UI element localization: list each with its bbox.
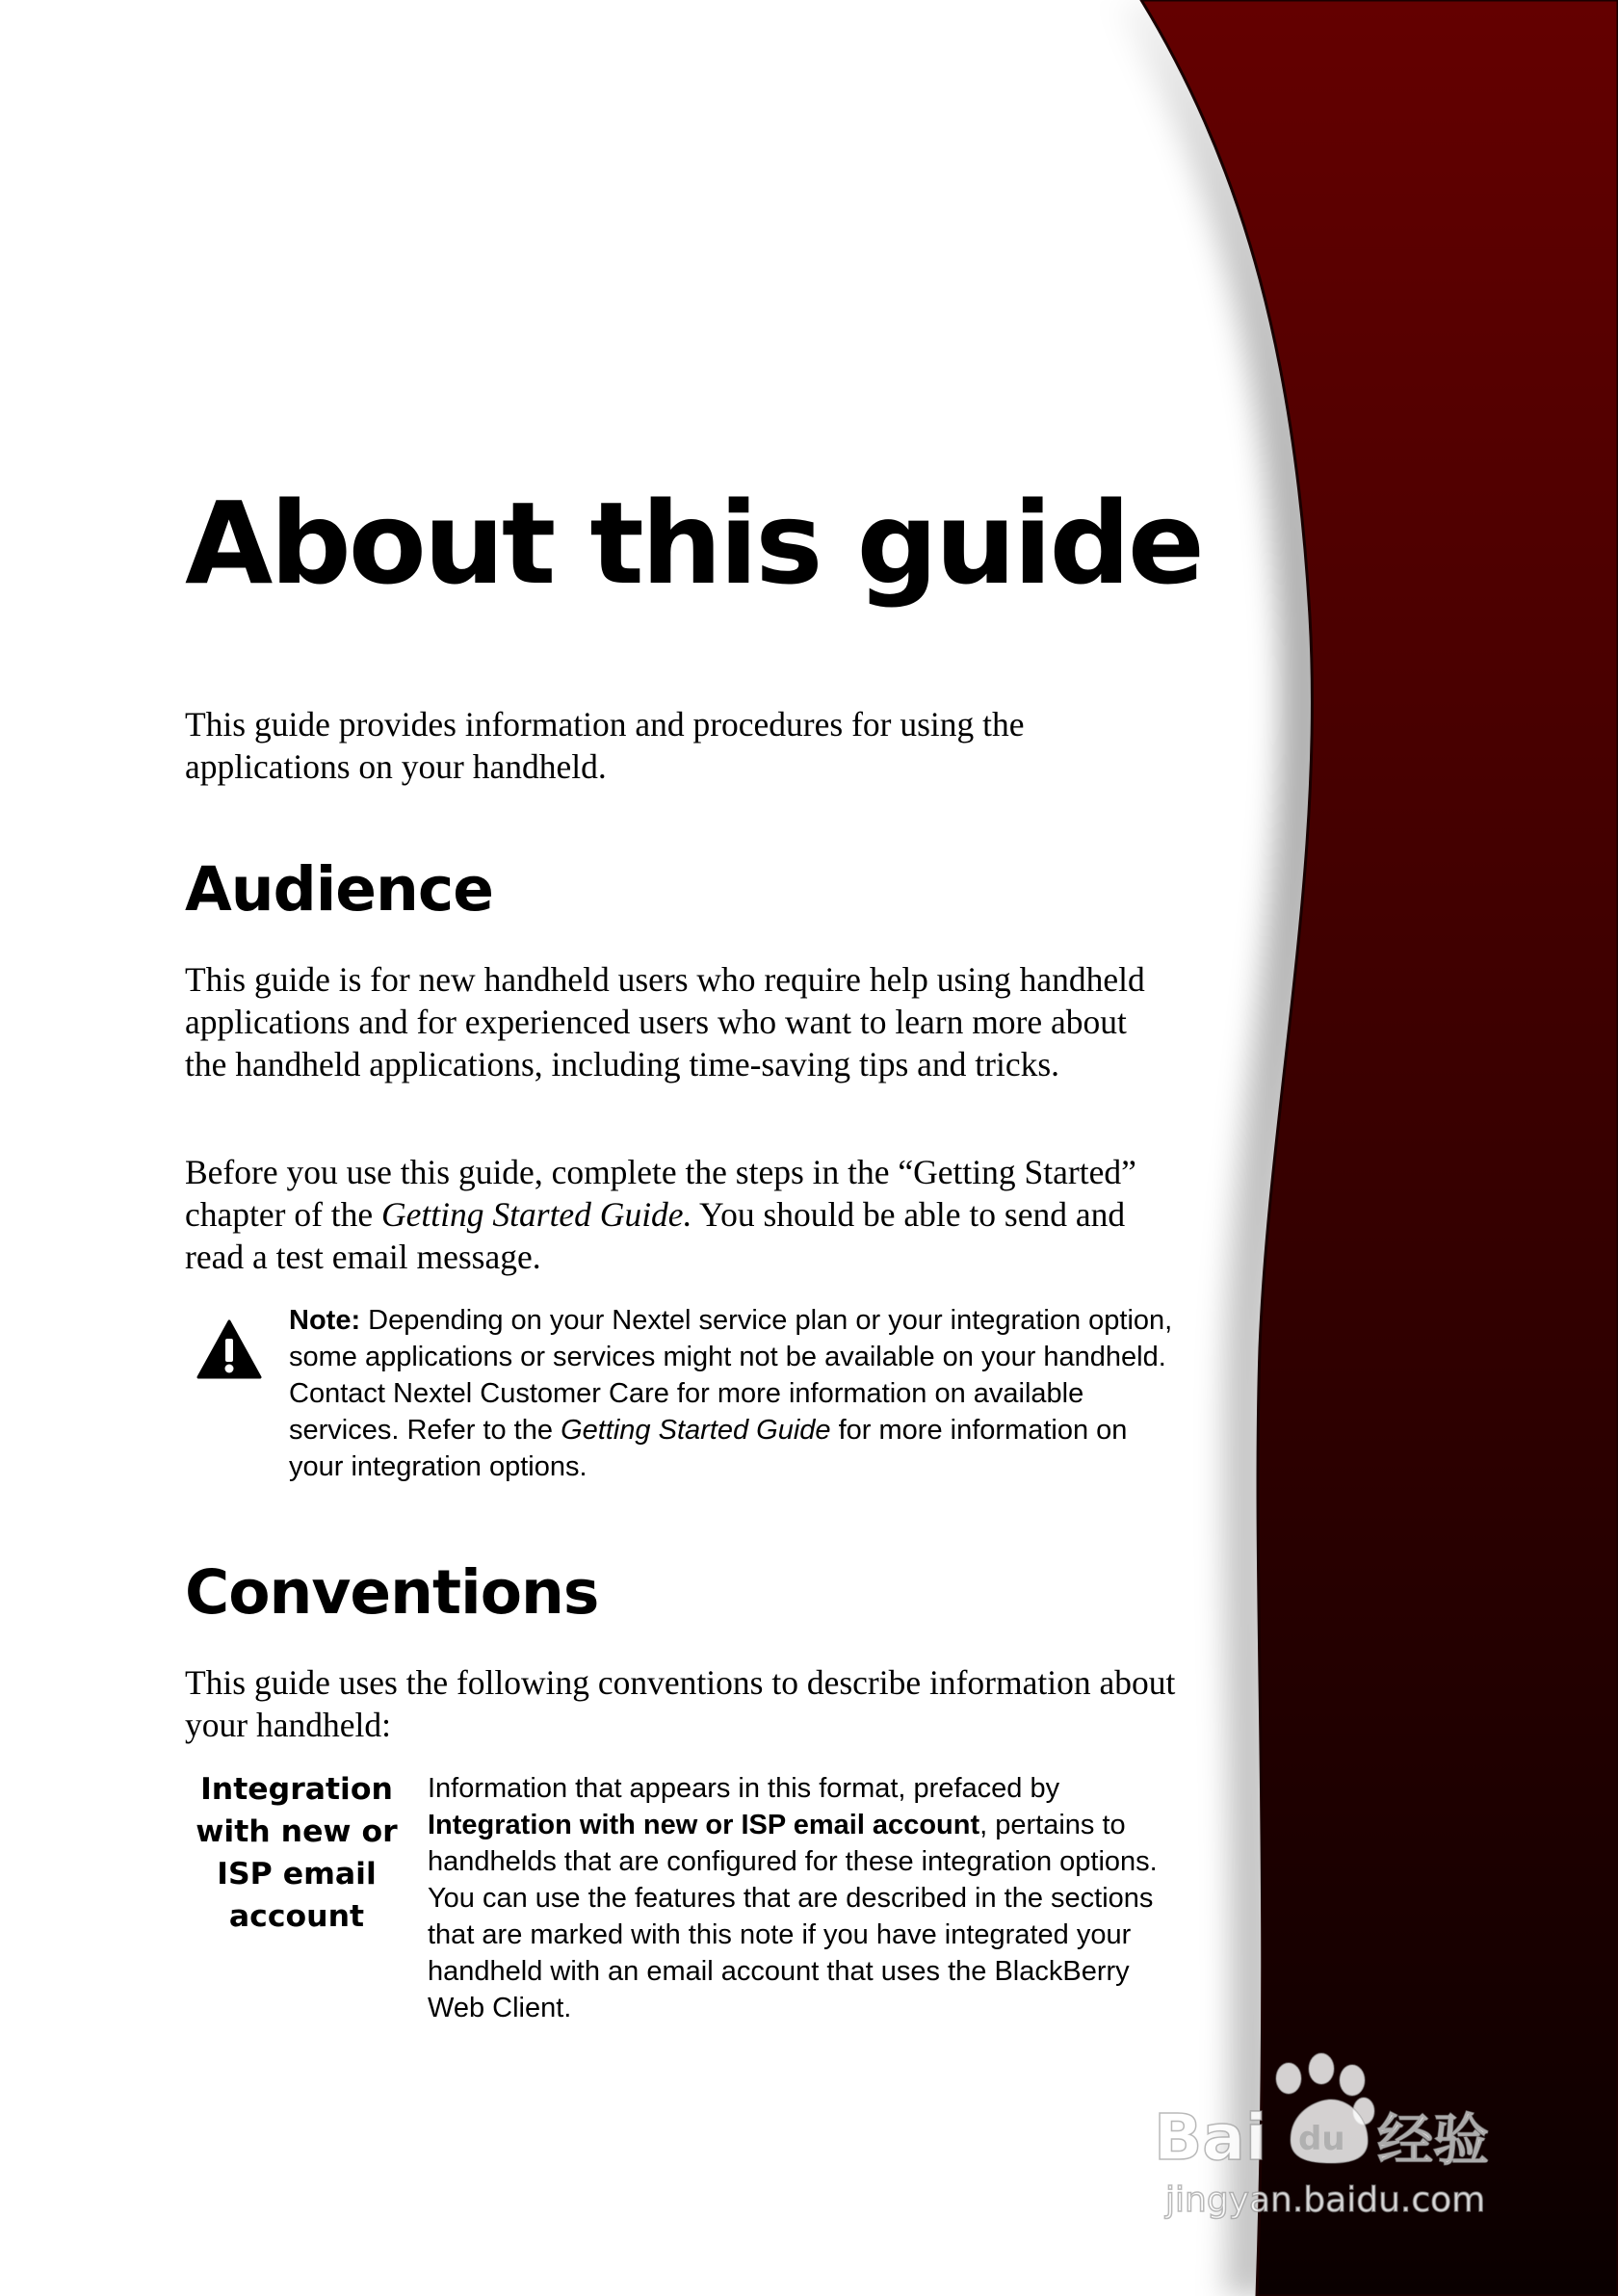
warning-icon xyxy=(196,1319,262,1379)
note-guide-title: Getting Started Guide xyxy=(561,1415,831,1446)
note-text: Note: Depending on your Nextel service plan or your integration option, some applications or services might not be available on your handheld. Contact Nextel Customer Care for more information on available services. Refer to the Getting Started Guide for more information on your integration options. xyxy=(289,1305,1173,1482)
note-callout xyxy=(185,1302,1177,1495)
swoosh-fill xyxy=(1141,0,1618,2296)
intro-paragraph: This guide provides information and procedures for using the applications on your handheld. xyxy=(185,705,1025,786)
convention-description: Information that appears in this format, prefaced by Integration with new or ISP email account, pertains to handhelds that are configured for these integration options. You can use the features that are described in the sections that are marked with this note if you have integrated your handheld with an email account that uses the BlackBerry Web Client. xyxy=(428,1773,1158,2023)
svg-text:经验: 经验 xyxy=(1377,2107,1490,2173)
note-label: Note: xyxy=(289,1305,361,1336)
page-title: About this guide xyxy=(185,477,1202,610)
guide-title-reference: Getting Started Guide. xyxy=(381,1195,692,1234)
audience-paragraph-1: This guide is for new handheld users who require help using handheld applications and for experienced users who want to learn more about the handheld applications, including time-saving tips and tricks. xyxy=(185,960,1145,1083)
conventions-heading: Conventions xyxy=(185,1557,599,1628)
baidu-watermark xyxy=(1146,2051,1531,2244)
svg-text:Bai: Bai xyxy=(1154,2100,1267,2175)
audience-heading: Audience xyxy=(185,854,493,925)
convention-term: Integration with new or ISP email account xyxy=(196,1772,398,1934)
audience-paragraph-2: Before you use this guide, complete the steps in the “Getting Started” chapter of the Getting Started Guide. You should be able to send and read a test email message. xyxy=(185,1153,1136,1276)
svg-text:du: du xyxy=(1298,2120,1345,2158)
conventions-intro: This guide uses the following conventions to describe information about your handheld: xyxy=(185,1663,1176,1744)
svg-text:jingyan.baidu.com: jingyan.baidu.com xyxy=(1165,2180,1486,2220)
